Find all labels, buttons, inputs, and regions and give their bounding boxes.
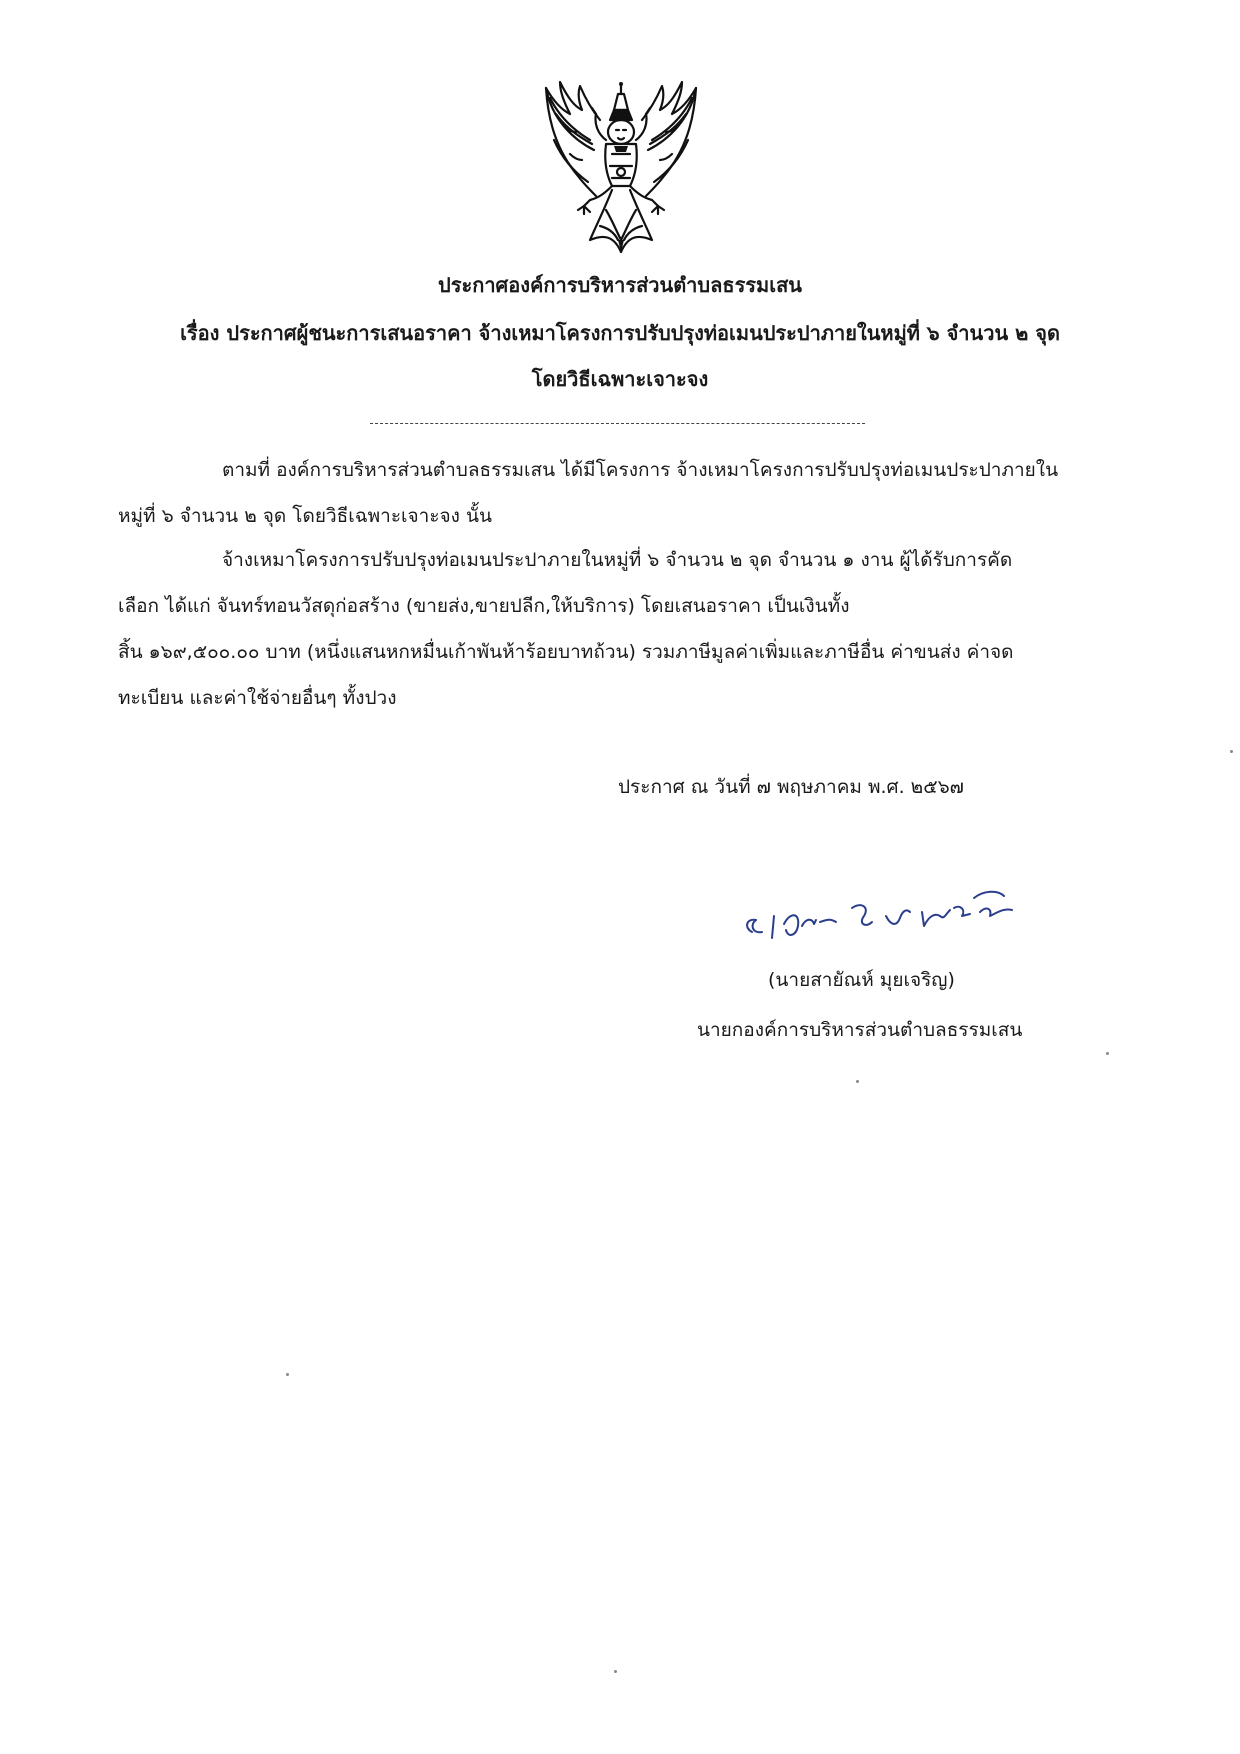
announcement-subject: เรื่อง ประกาศผู้ชนะการเสนอราคา จ้างเหมาโครงการปรับปรุงท่อเมนประปาภายในหมู่ที่ ๖ จำนวน ๒ จุด [180, 321, 1060, 345]
handwritten-signature [740, 868, 1040, 958]
paragraph-1-line-2: หมู่ที่ ๖ จำนวน ๒ จุด โดยวิธีเฉพาะเจาะจง นั้น [118, 505, 492, 527]
announcement-title: ประกาศองค์การบริหารส่วนตำบลธรรมเสน [438, 273, 802, 297]
scan-speck [856, 1080, 859, 1083]
paragraph-2-line-2: เลือก ได้แก่ จันทร์ทอนวัสดุก่อสร้าง (ขายส่ง,ขายปลีก,ให้บริการ) โดยเสนอราคา เป็นเงินทั้ง [118, 595, 850, 617]
announcement-date: ประกาศ ณ วันที่ ๗ พฤษภาคม พ.ศ. ๒๕๖๗ [618, 776, 964, 798]
signatory-position: นายกองค์การบริหารส่วนตำบลธรรมเสน [697, 1019, 1023, 1041]
divider [370, 423, 865, 424]
announcement-method: โดยวิธีเฉพาะเจาะจง [531, 367, 709, 391]
scan-speck [1230, 750, 1233, 753]
scan-speck [614, 1670, 617, 1673]
paragraph-2-line-3: สิ้น ๑๖๙,๕๐๐.๐๐ บาท (หนึ่งแสนหกหมื่นเก้าพันห้าร้อยบาทถ้วน) รวมภาษีมูลค่าเพิ่มและภาษีอื่น ค่าขนส่ง ค่าจด [118, 641, 1014, 663]
paragraph-2-line-1: จ้างเหมาโครงการปรับปรุงท่อเมนประปาภายในหมู่ที่ ๖ จำนวน ๒ จุด จำนวน ๑ งาน ผู้ได้รับการคัด [222, 549, 1013, 571]
garuda-emblem-icon [534, 80, 708, 256]
paragraph-1-line-1: ตามที่ องค์การบริหารส่วนตำบลธรรมเสน ได้มีโครงการ จ้างเหมาโครงการปรับปรุงท่อเมนประปาภายใน [222, 459, 1059, 481]
paragraph-2-line-4: ทะเบียน และค่าใช้จ่ายอื่นๆ ทั้งปวง [118, 687, 397, 709]
scan-speck [286, 1373, 289, 1376]
signatory-name: (นายสายัณห์ มุยเจริญ) [768, 969, 955, 991]
scan-speck [1106, 1052, 1109, 1055]
